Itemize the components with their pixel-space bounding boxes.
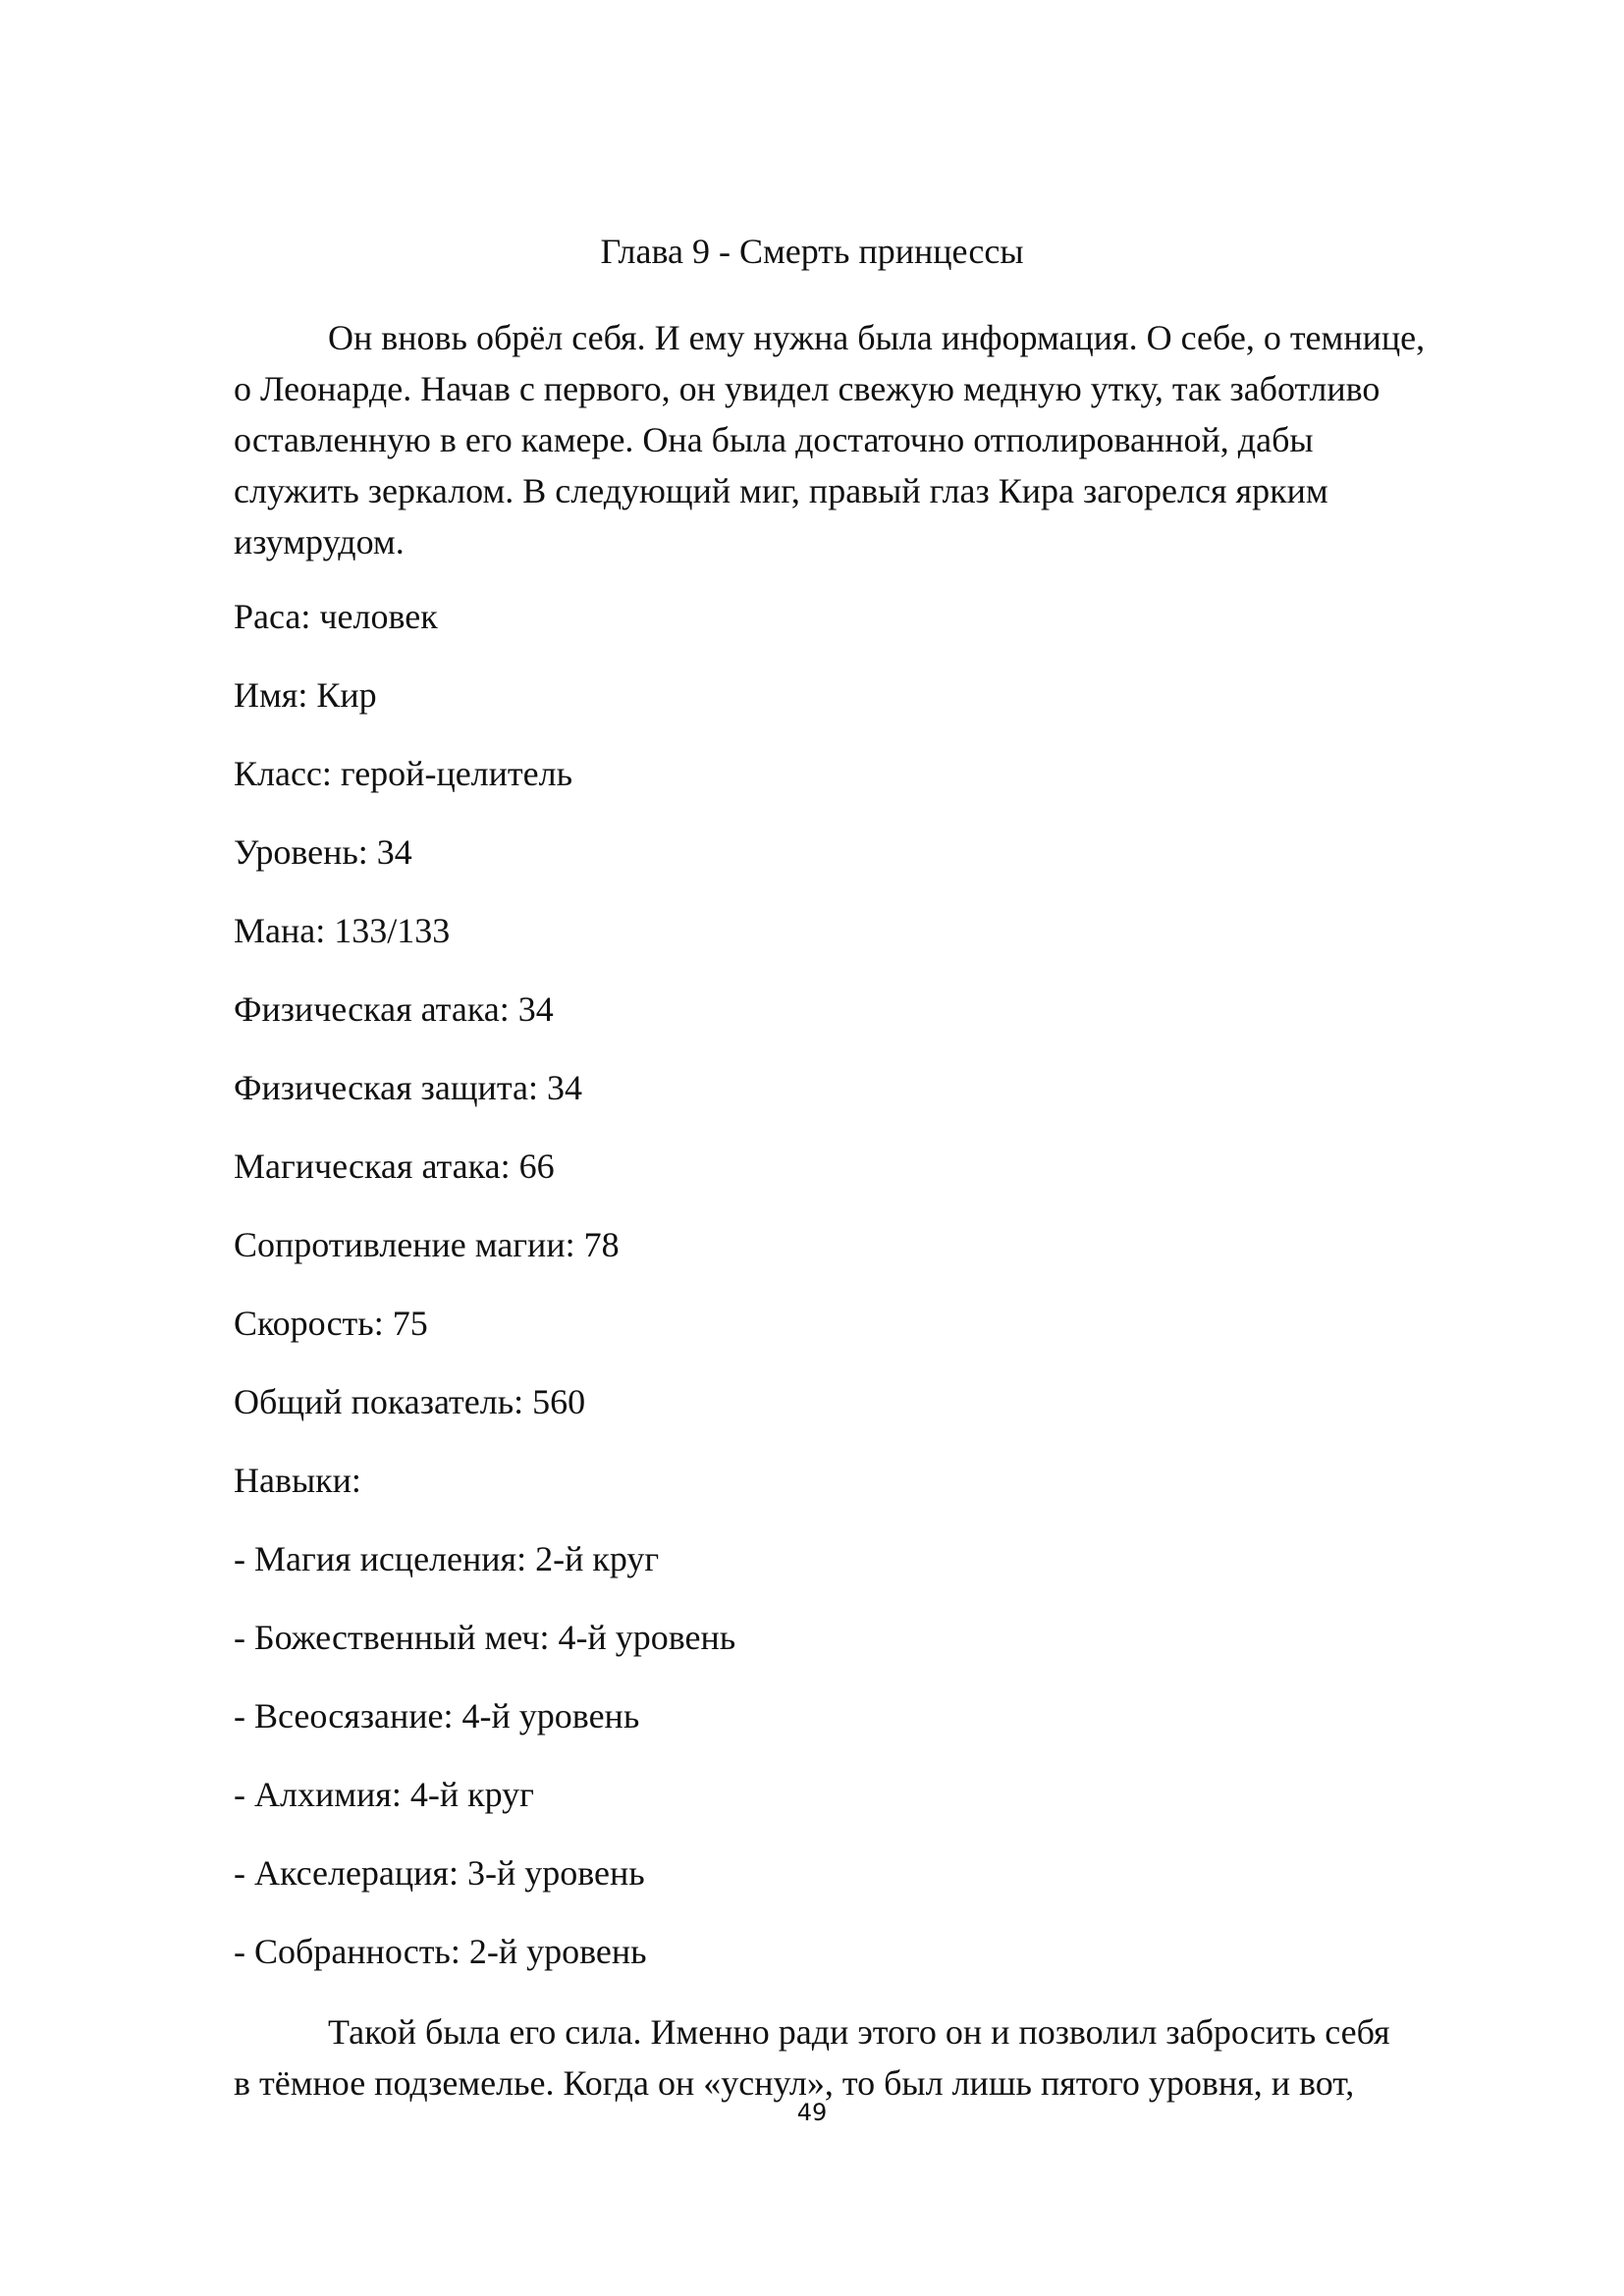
stat-speed: Скорость: 75 (234, 1304, 428, 1343)
skill-item: - Собранность: 2-й уровень (234, 1932, 647, 1971)
intro-paragraph (234, 312, 1510, 567)
stat-level: Уровень: 34 (234, 832, 412, 872)
paragraph-line: служить зеркалом. В следующий миг, правый глаз Кира загорелся ярким (234, 471, 1328, 510)
stat-magic-attack: Магическая атака: 66 (234, 1147, 555, 1186)
stat-total: Общий показатель: 560 (234, 1382, 586, 1421)
skill-item: - Магия исцеления: 2-й круг (234, 1539, 660, 1578)
chapter-title: Глава 9 - Смерть принцессы (600, 232, 1024, 271)
skill-item: - Божественный меч: 4-й уровень (234, 1618, 736, 1657)
skill-item: - Алхимия: 4-й круг (234, 1775, 534, 1814)
skills-heading: Навыки: (234, 1461, 361, 1500)
skill-item: - Всеосязание: 4-й уровень (234, 1696, 640, 1735)
paragraph-line: в тёмное подземелье. Когда он «уснул», то был лишь пятого уровня, и вот, (234, 2063, 1355, 2103)
stat-phys-defense: Физическая защита: 34 (234, 1068, 582, 1107)
stat-mana: Мана: 133/133 (234, 911, 451, 950)
skill-item: - Акселерация: 3-й уровень (234, 1853, 645, 1893)
stat-phys-attack: Физическая атака: 34 (234, 989, 554, 1029)
paragraph-line: Такой была его сила. Именно ради этого он и позволил забросить себя (328, 2012, 1390, 2052)
stat-class: Класс: герой-целитель (234, 754, 573, 793)
paragraph-line: оставленную в его камере. Она была достаточно отполированной, дабы (234, 420, 1314, 459)
page-number: 49 (796, 2099, 828, 2126)
stat-magic-resist: Сопротивление магии: 78 (234, 1225, 620, 1264)
stat-race: Раса: человек (234, 597, 438, 636)
paragraph-line: Он вновь обрёл себя. И ему нужна была информация. О себе, о темнице, (328, 318, 1426, 357)
paragraph-line: о Леонарде. Начав с первого, он увидел свежую медную утку, так заботливо (234, 369, 1380, 408)
paragraph-line: изумрудом. (234, 522, 405, 561)
stat-name: Имя: Кир (234, 675, 377, 715)
closing-paragraph (234, 2006, 1510, 2109)
